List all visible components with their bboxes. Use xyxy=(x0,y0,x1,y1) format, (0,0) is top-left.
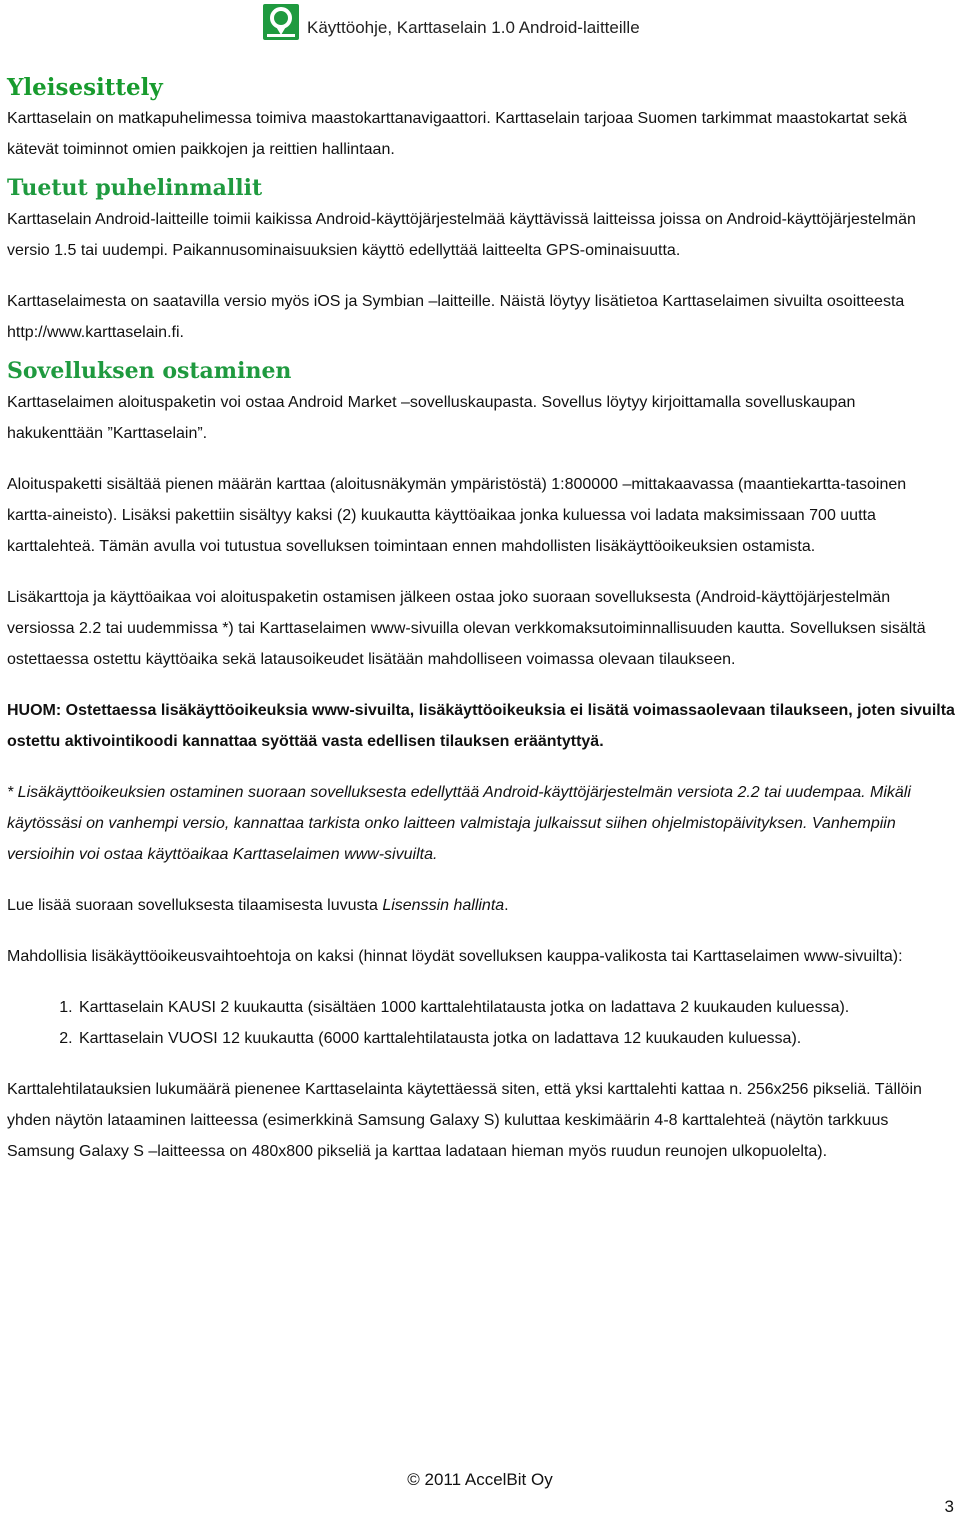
page-header xyxy=(263,2,640,42)
supported-paragraph-1: Karttaselain Android-laitteille toimii kaikissa Android-käyttöjärjestelmää käyttävissä laitteissa joissa on Android-käyttöjärjestelmän versio 1.5 tai uudempi. Paikannusominaisuuksien käyttö edellyttää laitteelta GPS-ominaisuutta. xyxy=(7,211,916,259)
read-more-text: Lue lisää suoraan sovelluksesta tilaamisesta luvusta xyxy=(7,897,383,914)
heading-purchase: Sovelluksen ostaminen xyxy=(7,358,292,384)
list-item: 1. Karttaselain KAUSI 2 kuukautta (sisältäen 1000 karttalehtilatausta jotka on ladattava 2 kuukauden kuluessa). xyxy=(77,992,955,1023)
tiles-paragraph: Karttalehtilatauksien lukumäärä pienenee Karttaselainta käytettäessä siten, että yksi karttalehti kattaa n. 256x256 pikseliä. Tällöin yhden näytön lataaminen laitteessa (esimerkkinä Samsung Galaxy S) kuluttaa keskimäärin 4-8 karttalehteä (näytön tarkkuus Samsung Galaxy S –laitteessa on 480x800 pikseliä ja karttaa ladataan hieman myös ruudun reunojen ulkopuolelta). xyxy=(7,1081,922,1160)
read-more-paragraph xyxy=(7,890,955,921)
heading-supported-phones: Tuetut puhelinmallit xyxy=(7,175,263,201)
heading-overview: Yleisesittely xyxy=(7,74,163,101)
list-item: 2. Karttaselain VUOSI 12 kuukautta (6000 karttalehtilatausta jotka on ladattava 12 kuukauden kuluessa). xyxy=(77,1023,955,1054)
header-title: Käyttöohje, Karttaselain 1.0 Android-laitteille xyxy=(307,18,640,37)
document-body xyxy=(7,72,955,1167)
footer-copyright: © 2011 AccelBit Oy xyxy=(407,1470,553,1489)
purchase-paragraph-1: Karttaselaimen aloituspaketin voi ostaa Android Market –sovelluskaupasta. Sovellus löytyy kirjoittamalla sovelluskaupan hakukenttään ”Karttaselain”. xyxy=(7,394,856,442)
page-number: 3 xyxy=(944,1497,954,1516)
read-more-end: . xyxy=(504,897,509,914)
purchase-paragraph-3: Lisäkarttoja ja käyttöaikaa voi aloituspaketin ostamisen jälkeen ostaa joko suoraan sovelluksesta (Android-käyttöjärjestelmän versiossa 2.2 tai uudemmissa *) tai Karttaselaimen www-sivuilla olevan verkkomaksutoiminnallisuuden kautta. Sovelluksen sisältä ostettaessa ostettu käyttöaika sekä latausoikeudet lisätään mahdolliseen voimassa olevaan tilaukseen. xyxy=(7,589,926,668)
map-pin-logo-icon xyxy=(263,4,299,40)
options-intro: Mahdollisia lisäkäyttöoikeusvaihtoehtoja on kaksi (hinnat löydät sovelluksen kauppa-valikosta tai Karttaselaimen www-sivuilta): xyxy=(7,948,903,965)
supported-paragraph-2: Karttaselaimesta on saatavilla versio myös iOS ja Symbian –laitteille. Näistä löytyy lisätietoa Karttaselaimen sivuilta osoitteesta http://www.karttaselain.fi. xyxy=(7,293,905,341)
license-chapter-reference: Lisenssin hallinta xyxy=(382,897,505,914)
overview-paragraph: Karttaselain on matkapuhelimessa toimiva maastokarttanavigaattori. Karttaselain tarjoaa Suomen tarkimmat maastokartat sekä kätevät toiminnot omien paikkojen ja reittien hallintaan. xyxy=(7,110,907,158)
purchase-paragraph-2: Aloituspaketti sisältää pienen määrän karttaa (aloitusnäkymän ympäristöstä) 1:800000 –mittakaavassa (maantiekartta-tasoinen kartta-aineisto). Lisäksi pakettiin sisältyy kaksi (2) kuukautta käyttöaikaa jonka kuluessa voi ladata maksimissaan 700 uutta karttalehteä. Tämän avulla voi tutustua sovelluksen toimintaan ennen mahdollisten lisäkäyttöoikeuksien ostamista. xyxy=(7,476,907,555)
options-list xyxy=(7,992,955,1054)
purchase-footnote: * Lisäkäyttöoikeuksien ostaminen suoraan sovelluksesta edellyttää Android-käyttöjärjestelmän versiota 2.2 tai uudempaa. Mikäli käytössäsi on vanhempi versio, kannattaa tarkista onko laitteen valmistaja julkaissut siihen ohjelmistopäivityksen. Vanhempiin versioihin voi ostaa käyttöaikaa Karttaselaimen www-sivuilta. xyxy=(7,784,911,863)
purchase-note: HUOM: Ostettaessa lisäkäyttöoikeuksia www-sivuilta, lisäkäyttöoikeuksia ei lisätä voimassaolevaan tilaukseen, joten sivuilta ostettu aktivointikoodi kannattaa syöttää vasta edellisen tilauksen erääntyttyä. xyxy=(7,702,955,750)
